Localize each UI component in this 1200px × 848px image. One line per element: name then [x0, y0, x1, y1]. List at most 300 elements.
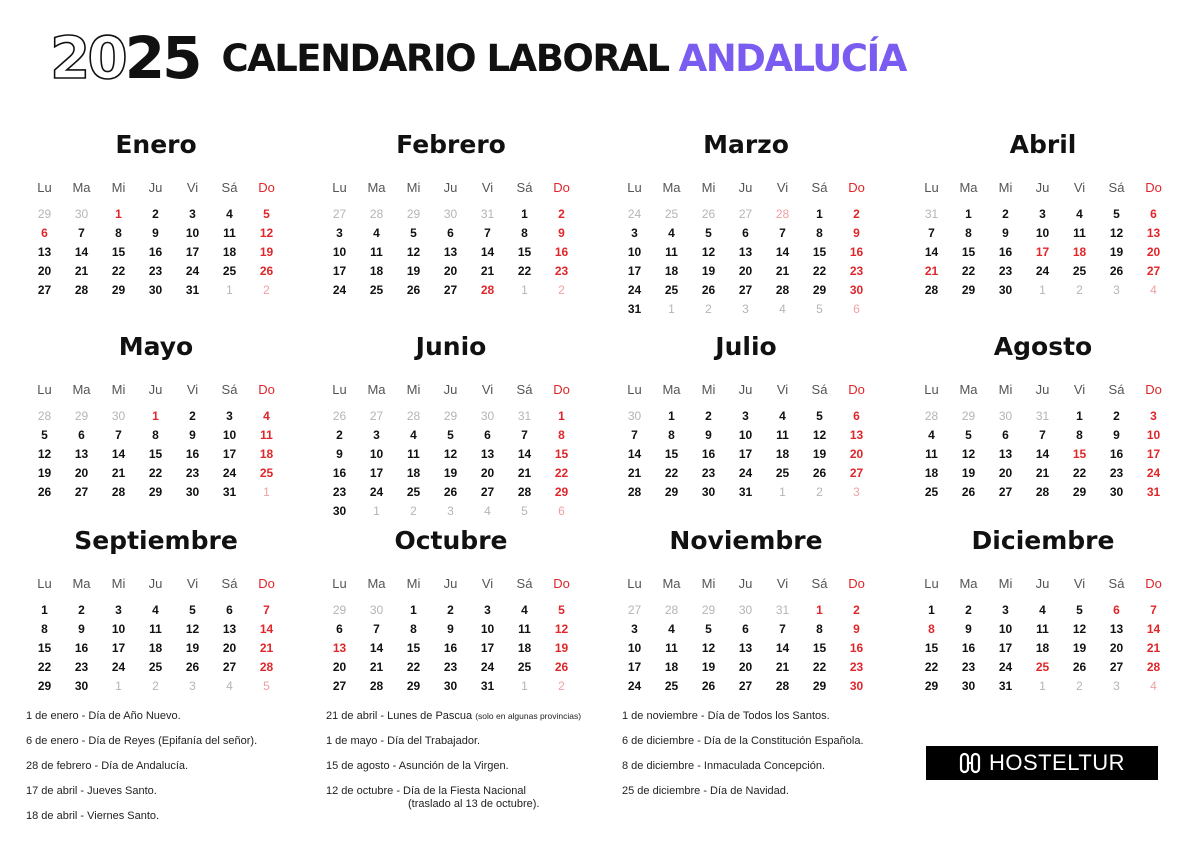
day-cell: 11 [665, 244, 678, 259]
day-cell: 2 [965, 602, 972, 617]
day-cell: 4 [152, 602, 159, 617]
day-cell: 19 [1072, 640, 1087, 655]
holiday-item: 1 de enero - Día de Año Nuevo. [26, 710, 181, 722]
weekday-header: Ma [959, 575, 978, 591]
holiday-list-1 [26, 704, 257, 829]
day-cell: 13 [1109, 621, 1124, 636]
day-cell: 4 [668, 225, 675, 240]
day-cell: 24 [369, 484, 384, 499]
day-cell: 27 [37, 282, 52, 297]
weekday-header: Do [258, 381, 275, 397]
day-cell: 24 [332, 282, 347, 297]
day-cell: 1 [1076, 408, 1083, 423]
weekday-header: Mi [111, 179, 126, 195]
day-cell: 7 [1150, 602, 1157, 617]
day-cell: 16 [961, 640, 976, 655]
day-cell: 2 [1076, 678, 1083, 693]
day-cell: 15 [1072, 446, 1087, 461]
day-cell: 17 [1035, 244, 1050, 259]
day-cell: 23 [849, 263, 864, 278]
day-cell: 25 [517, 659, 532, 674]
day-cell: 15 [111, 244, 126, 259]
day-cell: 13 [849, 427, 864, 442]
day-cell: 28 [74, 282, 89, 297]
month-octubre [321, 524, 581, 695]
weekday-header: Ju [148, 575, 163, 591]
day-cell: 5 [41, 427, 48, 442]
day-cell: 16 [185, 446, 200, 461]
day-cell: 31 [775, 602, 790, 617]
week-row [913, 280, 1172, 299]
weekday-header: Sá [221, 381, 238, 397]
day-cell: 10 [222, 427, 237, 442]
month-table [913, 176, 1172, 299]
day-cell: 18 [775, 446, 790, 461]
day-cell: 26 [961, 484, 976, 499]
day-cell: 23 [1109, 465, 1124, 480]
day-cell: 29 [961, 408, 976, 423]
weekday-header: Lu [37, 575, 52, 591]
day-cell: 21 [775, 659, 790, 674]
day-cell: 21 [627, 465, 642, 480]
holiday-text: 21 de abril - Lunes de Pascua [326, 710, 473, 722]
weekday-header: Sá [811, 575, 828, 591]
weekday-header: Mi [701, 575, 716, 591]
day-cell: 28 [369, 678, 384, 693]
day-cell: 28 [1146, 659, 1161, 674]
day-cell: 30 [849, 282, 864, 297]
day-cell: 21 [480, 263, 495, 278]
weekday-header: Do [848, 381, 865, 397]
day-cell: 23 [74, 659, 89, 674]
day-cell: 24 [627, 206, 642, 221]
day-cell: 1 [668, 301, 675, 316]
day-cell: 4 [226, 678, 233, 693]
day-cell: 30 [961, 678, 976, 693]
month-julio [616, 330, 876, 501]
day-cell: 13 [998, 446, 1013, 461]
day-cell: 30 [74, 206, 89, 221]
holiday-item: 1 de noviembre - Día de Todos los Santos. [622, 710, 830, 722]
week-row [321, 223, 580, 242]
month-name: Octubre [394, 526, 508, 555]
day-cell: 26 [1072, 659, 1087, 674]
day-cell: 3 [631, 621, 638, 636]
day-cell: 21 [517, 465, 532, 480]
day-cell: 17 [1146, 446, 1161, 461]
day-cell: 8 [668, 427, 675, 442]
day-cell: 29 [111, 282, 126, 297]
weekday-header: Mi [701, 179, 716, 195]
day-cell: 7 [779, 621, 786, 636]
day-cell: 16 [1109, 446, 1124, 461]
day-cell: 30 [443, 678, 458, 693]
day-cell: 17 [369, 465, 384, 480]
day-cell: 24 [1035, 263, 1050, 278]
day-cell: 9 [558, 225, 565, 240]
day-cell: 15 [517, 244, 532, 259]
day-cell: 3 [742, 408, 749, 423]
weekday-header: Ju [443, 179, 458, 195]
day-cell: 29 [148, 484, 163, 499]
day-cell: 6 [41, 225, 48, 240]
day-cell: 31 [517, 408, 532, 423]
day-cell: 15 [961, 244, 976, 259]
day-cell: 24 [998, 659, 1013, 674]
weekday-header: Ma [367, 179, 386, 195]
month-table [616, 378, 875, 501]
day-cell: 10 [1035, 225, 1050, 240]
day-cell: 30 [443, 206, 458, 221]
day-cell: 28 [924, 408, 939, 423]
day-cell: 22 [554, 465, 569, 480]
day-cell: 25 [664, 678, 679, 693]
day-cell: 23 [443, 659, 458, 674]
day-cell: 10 [332, 244, 347, 259]
day-cell: 25 [369, 282, 384, 297]
day-cell: 9 [853, 621, 860, 636]
day-cell: 14 [1146, 621, 1161, 636]
day-cell: 28 [480, 282, 495, 297]
day-cell: 15 [148, 446, 163, 461]
week-row [26, 676, 285, 695]
day-cell: 2 [152, 206, 159, 221]
day-cell: 2 [1113, 408, 1120, 423]
weekday-header: Vi [1073, 179, 1086, 195]
day-cell: 7 [484, 225, 491, 240]
title-accent: ANDALUCÍA [678, 36, 906, 80]
day-cell: 3 [484, 602, 491, 617]
weekday-header: Ma [662, 575, 681, 591]
day-cell: 4 [226, 206, 233, 221]
day-cell: 11 [370, 244, 383, 259]
week-row [616, 676, 875, 695]
day-cell: 22 [111, 263, 126, 278]
day-cell: 3 [631, 225, 638, 240]
day-cell: 4 [410, 427, 417, 442]
month-junio [321, 330, 581, 520]
month-name: Marzo [703, 130, 789, 159]
day-cell: 8 [558, 427, 565, 442]
day-cell: 19 [443, 465, 458, 480]
day-cell: 31 [738, 484, 753, 499]
weekday-header: Ju [738, 179, 753, 195]
weekday-header: Lu [332, 575, 347, 591]
day-cell: 27 [627, 602, 642, 617]
day-cell: 2 [263, 282, 270, 297]
day-cell: 6 [742, 225, 749, 240]
day-cell: 29 [812, 678, 827, 693]
day-cell: 1 [816, 206, 823, 221]
holiday-text: 12 de octubre - Día de la Fiesta Nacional [326, 785, 526, 797]
day-cell: 1 [779, 484, 786, 499]
day-cell: 2 [1002, 206, 1009, 221]
week-row [913, 600, 1172, 619]
weekday-header: Do [258, 179, 275, 195]
day-cell: 1 [115, 206, 122, 221]
holiday-list-3 [622, 704, 864, 804]
day-cell: 10 [480, 621, 495, 636]
day-cell: 27 [332, 678, 347, 693]
day-cell: 3 [373, 427, 380, 442]
holiday-item: 6 de diciembre - Día de la Constitución Española. [622, 735, 864, 747]
month-table [321, 176, 580, 299]
day-cell: 16 [849, 640, 864, 655]
week-row [616, 299, 875, 318]
day-cell: 10 [1146, 427, 1161, 442]
day-cell: 3 [115, 602, 122, 617]
week-row [26, 406, 285, 425]
day-cell: 27 [74, 484, 89, 499]
day-cell: 25 [1035, 659, 1050, 674]
day-cell: 21 [924, 263, 939, 278]
weekday-header: Lu [924, 381, 939, 397]
day-cell: 13 [738, 640, 753, 655]
holiday-item: 28 de febrero - Día de Andalucía. [26, 760, 189, 772]
day-cell: 17 [111, 640, 126, 655]
day-cell: 24 [480, 659, 495, 674]
week-row [26, 261, 285, 280]
day-cell: 2 [816, 484, 823, 499]
month-name: Abril [1009, 130, 1077, 159]
day-cell: 9 [965, 621, 972, 636]
day-cell: 8 [928, 621, 935, 636]
month-septiembre [26, 524, 286, 695]
day-cell: 27 [738, 678, 753, 693]
day-cell: 25 [664, 206, 679, 221]
day-cell: 21 [1146, 640, 1161, 655]
day-cell: 6 [853, 408, 860, 423]
day-cell: 3 [1002, 602, 1009, 617]
day-cell: 12 [37, 446, 52, 461]
day-cell: 30 [849, 678, 864, 693]
day-cell: 14 [517, 446, 532, 461]
weekday-header: Ju [738, 381, 753, 397]
day-cell: 3 [447, 503, 454, 518]
week-row [913, 204, 1172, 223]
weekday-header: Vi [481, 575, 494, 591]
day-cell: 20 [738, 263, 753, 278]
weekday-header: Ma [367, 381, 386, 397]
week-row [913, 463, 1172, 482]
day-cell: 27 [332, 206, 347, 221]
day-cell: 2 [336, 427, 343, 442]
day-cell: 5 [263, 678, 270, 693]
day-cell: 23 [185, 465, 200, 480]
day-cell: 11 [223, 225, 236, 240]
day-cell: 15 [812, 244, 827, 259]
weekday-header: Sá [221, 179, 238, 195]
day-cell: 26 [1109, 263, 1124, 278]
week-row [913, 619, 1172, 638]
day-cell: 29 [406, 678, 421, 693]
day-cell: 16 [148, 244, 163, 259]
weekday-header: Ma [959, 179, 978, 195]
weekday-header: Lu [924, 575, 939, 591]
day-cell: 18 [369, 263, 384, 278]
day-cell: 26 [37, 484, 52, 499]
day-cell: 8 [115, 225, 122, 240]
day-cell: 23 [701, 465, 716, 480]
weekday-header: Do [553, 179, 570, 195]
day-cell: 15 [37, 640, 52, 655]
month-name: Agosto [993, 332, 1093, 361]
day-cell: 21 [1035, 465, 1050, 480]
weekday-header: Lu [332, 179, 347, 195]
day-cell: 26 [812, 465, 827, 480]
week-row [26, 242, 285, 261]
week-row [913, 676, 1172, 695]
day-cell: 5 [558, 602, 565, 617]
week-row [913, 482, 1172, 501]
day-cell: 8 [816, 225, 823, 240]
weekday-header: Sá [516, 381, 533, 397]
day-cell: 4 [779, 301, 786, 316]
week-row [616, 204, 875, 223]
month-diciembre [913, 524, 1173, 695]
day-cell: 28 [775, 678, 790, 693]
month-table [26, 176, 285, 299]
day-cell: 4 [1076, 206, 1083, 221]
day-cell: 1 [41, 602, 48, 617]
day-cell: 29 [74, 408, 89, 423]
month-name: Julio [715, 332, 777, 361]
week-row [26, 463, 285, 482]
week-row [26, 444, 285, 463]
weekday-header: Sá [811, 381, 828, 397]
week-row [321, 619, 580, 638]
day-cell: 15 [924, 640, 939, 655]
weekday-header: Ma [959, 381, 978, 397]
day-cell: 17 [480, 640, 495, 655]
weekday-header: Ju [443, 381, 458, 397]
day-cell: 23 [332, 484, 347, 499]
day-cell: 30 [1109, 484, 1124, 499]
day-cell: 7 [779, 225, 786, 240]
day-cell: 26 [406, 282, 421, 297]
weekday-header: Lu [332, 381, 347, 397]
day-cell: 5 [447, 427, 454, 442]
holiday-item: 1 de mayo - Día del Trabajador. [326, 735, 481, 747]
hosteltur-logo-icon [959, 752, 981, 774]
day-cell: 10 [738, 427, 753, 442]
week-row [321, 425, 580, 444]
day-cell: 11 [260, 427, 273, 442]
day-cell: 18 [148, 640, 163, 655]
week-row [616, 657, 875, 676]
month-name: Junio [415, 332, 487, 361]
day-cell: 26 [332, 408, 347, 423]
day-cell: 4 [668, 621, 675, 636]
day-cell: 31 [480, 206, 495, 221]
day-cell: 27 [369, 408, 384, 423]
day-cell: 2 [558, 282, 565, 297]
day-cell: 5 [816, 301, 823, 316]
day-cell: 13 [480, 446, 495, 461]
day-cell: 14 [369, 640, 384, 655]
day-cell: 14 [259, 621, 274, 636]
day-cell: 29 [664, 484, 679, 499]
holiday-note: (solo en algunas provincias) [475, 711, 582, 721]
day-cell: 9 [336, 446, 343, 461]
month-name: Febrero [396, 130, 506, 159]
day-cell: 23 [961, 659, 976, 674]
day-cell: 16 [998, 244, 1013, 259]
day-cell: 14 [480, 244, 495, 259]
day-cell: 18 [924, 465, 939, 480]
day-cell: 29 [812, 282, 827, 297]
day-cell: 26 [701, 206, 716, 221]
month-name: Mayo [118, 332, 194, 361]
day-cell: 12 [406, 244, 421, 259]
day-cell: 30 [738, 602, 753, 617]
week-row [616, 463, 875, 482]
day-cell: 30 [701, 484, 716, 499]
day-cell: 14 [74, 244, 89, 259]
day-cell: 16 [332, 465, 347, 480]
week-row [913, 242, 1172, 261]
week-row [26, 280, 285, 299]
day-cell: 28 [37, 408, 52, 423]
weekday-header: Do [553, 381, 570, 397]
day-cell: 14 [924, 244, 939, 259]
day-cell: 7 [373, 621, 380, 636]
day-cell: 12 [701, 244, 716, 259]
day-cell: 13 [332, 640, 347, 655]
logo-text: HOSTELTUR [988, 750, 1126, 775]
day-cell: 28 [627, 484, 642, 499]
weekday-header: Do [1145, 575, 1162, 591]
day-cell: 4 [373, 225, 380, 240]
day-cell: 31 [998, 678, 1013, 693]
day-cell: 20 [738, 659, 753, 674]
day-cell: 9 [1002, 225, 1009, 240]
day-cell: 19 [701, 659, 716, 674]
day-cell: 5 [410, 225, 417, 240]
day-cell: 10 [185, 225, 200, 240]
week-row [913, 261, 1172, 280]
day-cell: 31 [924, 206, 939, 221]
day-cell: 31 [480, 678, 495, 693]
day-cell: 6 [558, 503, 565, 518]
day-cell: 25 [1072, 263, 1087, 278]
day-cell: 7 [1039, 427, 1046, 442]
day-cell: 22 [517, 263, 532, 278]
day-cell: 11 [1036, 621, 1049, 636]
day-cell: 31 [1035, 408, 1050, 423]
day-cell: 20 [37, 263, 52, 278]
day-cell: 17 [332, 263, 347, 278]
week-row [26, 619, 285, 638]
day-cell: 2 [189, 408, 196, 423]
weekday-header: Ju [1035, 179, 1050, 195]
weekday-header: Mi [998, 179, 1013, 195]
month-name: Noviembre [669, 526, 823, 555]
day-cell: 5 [1113, 206, 1120, 221]
day-cell: 12 [554, 621, 569, 636]
day-cell: 22 [37, 659, 52, 674]
weekday-header: Ma [72, 575, 91, 591]
day-cell: 14 [775, 640, 790, 655]
day-cell: 1 [1039, 678, 1046, 693]
day-cell: 1 [263, 484, 270, 499]
day-cell: 8 [965, 225, 972, 240]
day-cell: 6 [1150, 206, 1157, 221]
day-cell: 1 [115, 678, 122, 693]
day-cell: 5 [1076, 602, 1083, 617]
day-cell: 30 [627, 408, 642, 423]
day-cell: 22 [406, 659, 421, 674]
